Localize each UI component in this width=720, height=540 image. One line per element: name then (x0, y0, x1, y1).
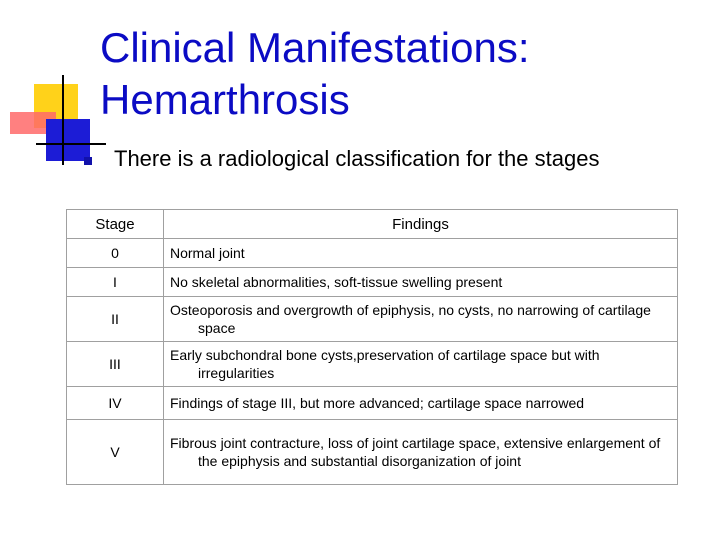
findings-cell (164, 342, 678, 387)
table-row (67, 387, 678, 420)
stage-cell: 0 (67, 239, 164, 268)
header-findings: Findings (164, 210, 678, 239)
table-row (67, 239, 678, 268)
table-row (67, 297, 678, 342)
table-row (67, 342, 678, 387)
bullet-text: There is a radiological classification for the stages (114, 146, 600, 171)
findings-text: Normal joint (170, 245, 245, 261)
findings-cell (164, 239, 678, 268)
stage-cell: II (67, 297, 164, 342)
decor-vertical-line (62, 75, 64, 165)
findings-cell (164, 297, 678, 342)
findings-text: Early subchondral bone cysts,preservation of cartilage space but with irregularities (170, 347, 600, 381)
findings-text: No skeletal abnormalities, soft-tissue swelling present (170, 274, 503, 290)
title-line-2: Hemarthrosis (100, 76, 350, 123)
findings-cell (164, 420, 678, 485)
header-stage: Stage (67, 210, 164, 239)
stage-cell: I (67, 268, 164, 297)
title-line-1: Clinical Manifestations: (100, 24, 530, 71)
stages-table (66, 209, 678, 485)
table-row (67, 268, 678, 297)
stage-cell: III (67, 342, 164, 387)
stage-cell: V (67, 420, 164, 485)
stage-cell: IV (67, 387, 164, 420)
findings-cell (164, 387, 678, 420)
table-header-row (67, 210, 678, 239)
bullet-square-icon (84, 157, 92, 165)
decor-horizontal-line (36, 143, 106, 145)
bullet-item (84, 146, 704, 172)
slide-title (100, 22, 700, 126)
findings-text: Osteoporosis and overgrowth of epiphysis, no cysts, no narrowing of cartilage space (170, 302, 651, 336)
findings-cell (164, 268, 678, 297)
table-row (67, 420, 678, 485)
findings-text: Findings of stage III, but more advanced; cartilage space narrowed (170, 395, 585, 411)
findings-text: Fibrous joint contracture, loss of joint cartilage space, extensive enlargement of the epiphysis and substantial disorganization of joint (170, 435, 661, 469)
